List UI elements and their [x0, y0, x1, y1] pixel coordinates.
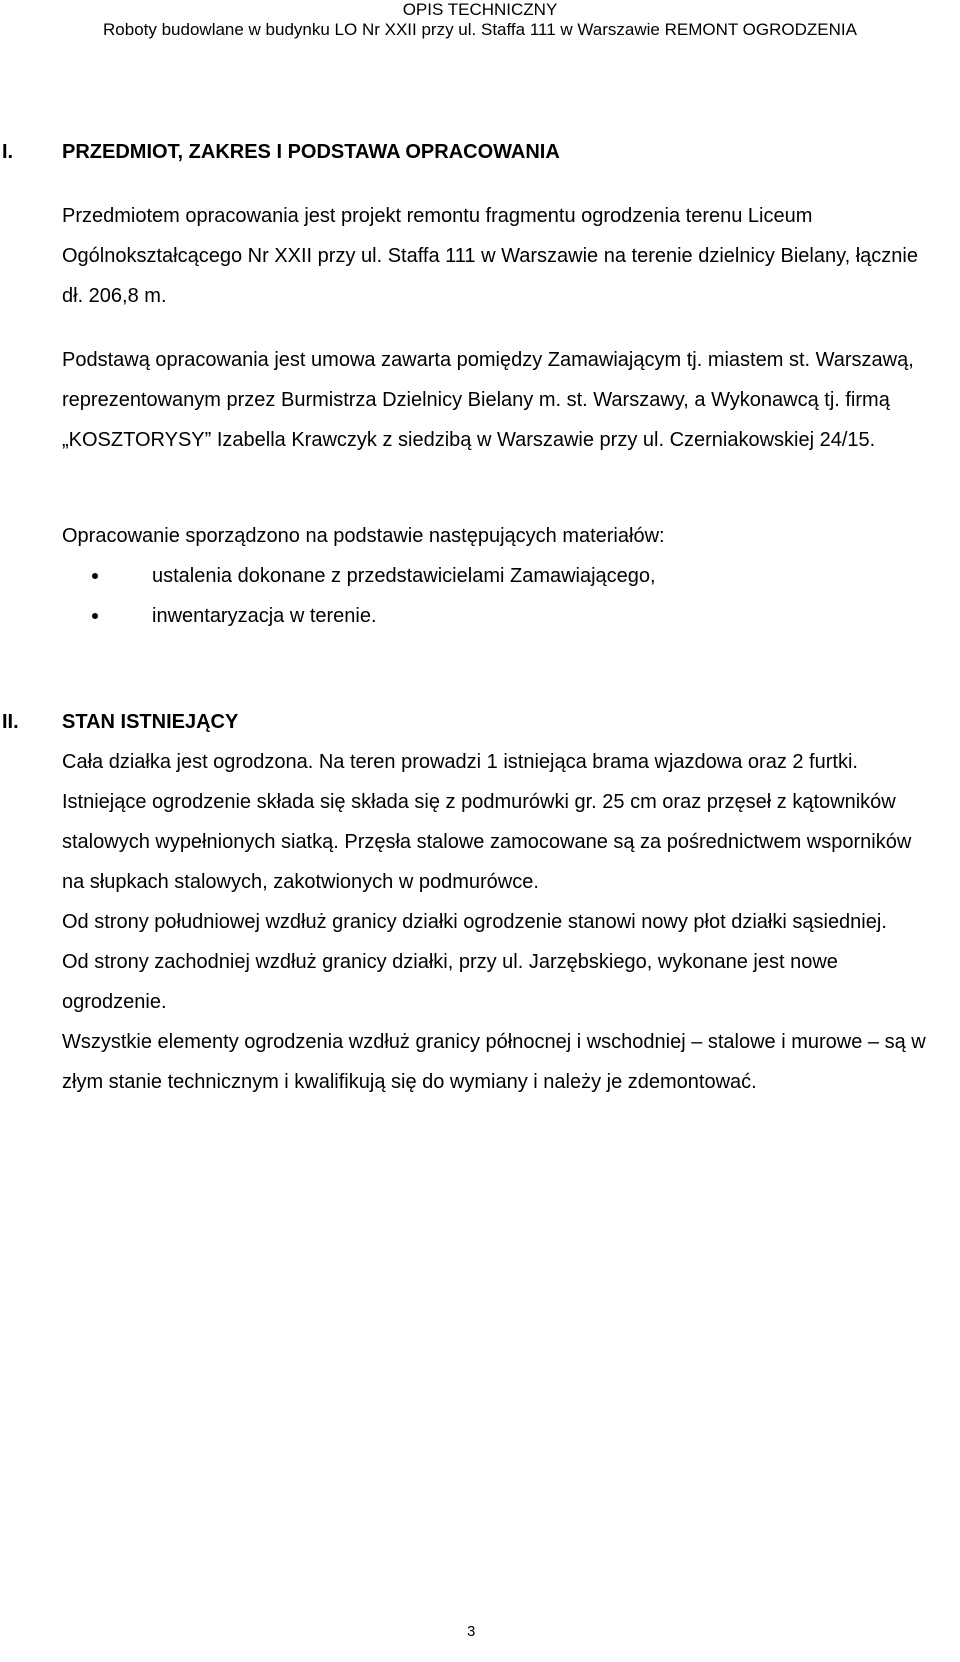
section-heading-2	[0, 710, 960, 734]
bullet-icon	[92, 573, 98, 579]
page-header	[0, 0, 960, 40]
section-number-1: I.	[2, 141, 14, 163]
paragraph-west: Od strony zachodniej wzdłuż granicy działki, przy ul. Jarzębskiego, wykonane jest nowe ogrodzenie.	[62, 951, 838, 1013]
paragraph-south: Od strony południowej wzdłuż granicy działki ogrodzenie stanowi nowy płot działki sąsiedniej.	[62, 911, 887, 933]
section-number-2: II.	[2, 711, 19, 733]
bullet-icon	[92, 613, 98, 619]
paragraph-subject: Przedmiotem opracowania jest projekt remontu fragmentu ogrodzenia terenu Liceum Ogólnokształcącego Nr XXII przy ul. Staffa 111 w Warszawie na terenie dzielnicy Bielany, łącznie dł. 206,8 m.	[62, 205, 918, 307]
section-title-2: STAN ISTNIEJĄCY	[62, 711, 239, 733]
paragraph-materials: Opracowanie sporządzono na podstawie następujących materiałów:	[62, 525, 665, 547]
paragraph-existing-fence: Cała działka jest ogrodzona. Na teren prowadzi 1 istniejąca brama wjazdowa oraz 2 furtki. Istniejące ogrodzenie składa się składa się z podmurówki gr. 25 cm oraz przęseł z kątowników stalowych wypełnionych siatką. Przęsła stalowe zamocowane są za pośrednictwem wsporników na słupkach stalowych, zakotwionych w podmurówce.	[62, 751, 912, 893]
materials-list	[0, 556, 960, 636]
list-item	[152, 596, 960, 636]
paragraph-north-east: Wszystkie elementy ogrodzenia wzdłuż granicy północnej i wschodniej – stalowe i murowe – są w złym stanie technicznym i kwalifikują się do wymiany i należy je zdemontować.	[62, 1031, 926, 1093]
list-item	[152, 556, 960, 596]
paragraph-basis: Podstawą opracowania jest umowa zawarta pomiędzy Zamawiającym tj. miastem st. Warszawą, reprezentowanym przez Burmistrza Dzielnicy Bielany m. st. Warszawy, a Wykonawcą tj. firmą „KOSZTORYSY” Izabella Krawczyk z siedzibą w Warszawie przy ul. Czerniakowskiej 24/15.	[62, 349, 914, 451]
project-title: Roboty budowlane w budynku LO Nr XXII przy ul. Staffa 111 w Warszawie REMONT OGRODZENIA	[103, 20, 857, 39]
document-body	[0, 140, 960, 1102]
list-item-text: inwentaryzacja w terenie.	[152, 605, 377, 627]
list-item-text: ustalenia dokonane z przedstawicielami Zamawiającego,	[152, 565, 656, 587]
section-title-1: PRZEDMIOT, ZAKRES I PODSTAWA OPRACOWANIA	[62, 141, 560, 163]
section-heading-1	[0, 140, 960, 164]
document-type: OPIS TECHNICZNY	[402, 0, 558, 19]
page-number: 3	[467, 1623, 476, 1640]
